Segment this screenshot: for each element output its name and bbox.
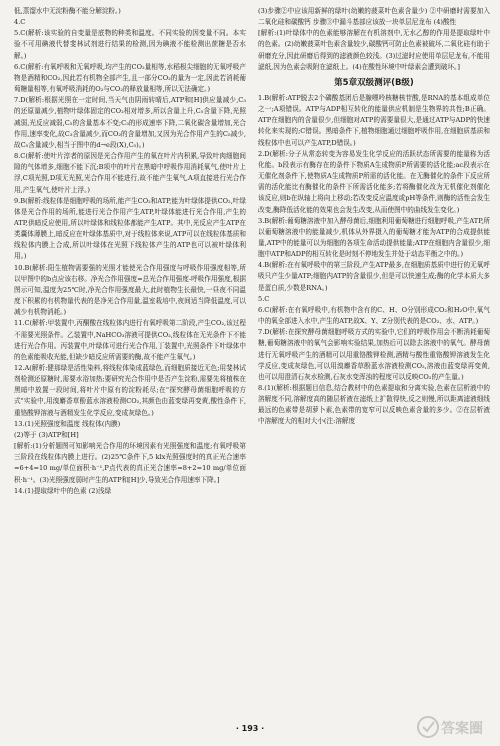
- right-column-bottom-paragraph: 7.D(解析:在探究酵母菌细胞呼吸方式的实验中,它们的呼吸作用会不断消耗葡萄糖,葡萄糖溶液中的氧气会影响实验结果,加热后可以除去溶液中的氧气。酵母菌进行无氧呼吸产生的酒精可以用重铬酸钾检测,酒精与酸性重铬酸钾溶液发生化学反应,变成灰绿色,可以用溴麝香草酚蓝水溶液检测CO₂,溶液由蓝变绿再变黄,也可以用澄清石灰水检测,石灰水变浑浊的程度可以反映CO₂的产生量。): [258, 328, 490, 381]
- right-column-bottom-paragraph: 4.B(解析:在有氧呼吸中的第三阶段,产生ATP最多,在细胞质基质中进行的无氧呼吸只产生少量ATP;细胞内ATP的含量很少,但是可以快速生成;酶的化学本质大多是蛋白质,少数是RNA。): [258, 261, 490, 292]
- left-column-paragraph: 6.C(解析:有氧呼吸和无氧呼吸,均产生的CO₂量相等,水稻根尖细胞的无氧呼吸产物是酒精和CO₂,因此若有机物全部产生,且一部分CO₂的量为一定,因此若消耗葡萄糖量相等,有氧呼吸消耗的O₂与CO₂的释放量相等,所以无法确定。): [14, 62, 246, 94]
- left-column-paragraph: 10.B(解析:阳生植物需要强的光照才能使光合作用强度与呼吸作用强度相等,所以甲图中的b点应该右移。净光合作用强度=总光合作用强度-呼吸作用强度,根据图示可知,温度为25℃时,净光合作用强度最大,此时植物生长最快,一昼夜不同温度下积累的有机物量代表的是净光合作用量,温室栽培中,夜间适当降低温度,可以减少有机物消耗。): [14, 263, 246, 317]
- left-column-paragraph: 13.(1)光照强度和温度 线粒体(内膜): [14, 419, 121, 428]
- left-column-paragraph: 9.B(解析:线粒体是细胞呼吸的场所,能产生CO₂和ATP,能为叶绿体提供CO₂,叶绿体是光合作用的场所,能进行光合作用产生ATP,叶绿体能进行光合作用,产生的ATP,供暗反应使用,所以叶绿体和线粒体都能产生ATP。其中,光反应产生ATP在类囊体薄膜上,暗反应在叶绿体基质中,对于线粒体来说,ATP可以在线粒体基质和线粒体内膜上合成,所以叶绿体在光照下线粒体产生的ATP也可以被叶绿体利用。): [14, 196, 246, 261]
- left-column-paragraph: 5.C(解析:该实验的自变量是底物的种类和温度。不同实验的因变量不同。本实验不可用碘液代替斐林试剂进行结果的检测,因为碘液不能检测出蔗糖是否水解。): [14, 29, 246, 60]
- left-column-paragraph: 12.A(解析:健那绿是活性染料,将线粒体染成蓝绿色,而细胞质接近无色;用斐林试剂检测还原糖时,需要水浴加热;要研究光合作用中是否产生淀粉,需要先将植株在黑暗中放置一段时间,将叶片中原有的淀粉耗尽;在"探究酵母菌细胞呼吸的方式"实验中,用溴麝香草酚蓝水溶液检测CO₂,其颜色由蓝变绿再变黄,酸性条件下,重铬酸钾溶液与酒精发生化学反应,变成灰绿色。): [14, 364, 246, 417]
- right-column-top-paragraph: (3)步骤②中应该用新鲜的绿叶(幼嫩的菠菜叶色素含量少) ②中研磨时需要加入二氧化硅和碳酸钙 步骤③中漏斗基部应该放一块单层尼龙布 (4)酸性: [258, 7, 490, 27]
- right-column-bottom-paragraph: 2.D(解析:分子从常态转变为容易发生化学反应的活跃状态所需要的能量称为活化能。b段表示有酶存在的条件下物质A生成物质P所需要的活化能;ac段表示在无催化剂条件下,使物质A生成物质P所需的活化能。在无酶催化的条件下反应所需的活化能比有酶催化的条件下所需活化能多;若将酶催化改为无机催化剂催化该反应,则b在纵轴上将向上移动;若改变反应温度或pH等条件,则酶的活性会发生改变,酶降低活化能的效果也会发生改变,从而使图中的曲线发生变化。): [258, 149, 490, 214]
- left-column-paragraph: 7.D(解析:根据光照在一定时间,当天气由阴雨转晴后,ATP和[H]供应量减少,C₃的还原量减少,植物叶绿体固定的CO₂相对增多,所以含量上升,C₅含量下降,光照减弱,光反应减弱,C₅的含量基本不变;C₃的形成速率下降,二氧化碳含量增加,光合作用,速率变化,故C₃含量减少,而CO₂的含量增加,又因为光合作用产生的C₅减少,故C₅含量减少,相当于图中的d→e段(X),C₅)。): [14, 96, 246, 149]
- right-column-bottom-paragraph: 6.C(解析:在有氧呼吸中,有机物中含有的C、H、O分别形成CO₂和H₂O中,氧气中的氧全部进入水中,产生的ATP,故X、Y、Z分别代表的是CO₂、水、ATP。): [258, 305, 490, 326]
- right-column-bottom-paragraph: 8.(1)(解析:根据题目信息,结合教材中的色素提取和分离实验,色素在层析液中的溶解度不同,溶解度高的随层析液在滤纸上扩散得快,反之则慢,所以距离滤液细线最远的色素带是胡萝卜素,色素带的宽窄可以反映色素含量的多少。②在层析液中溶解度大的相对大小(注:溶解度: [258, 384, 490, 426]
- right-column: [258, 6, 490, 428]
- watermark-text: 答案圈: [441, 721, 483, 737]
- right-column-bottom: [258, 93, 490, 428]
- right-column-bottom-paragraph: 5.C: [258, 294, 270, 303]
- left-column-paragraph: [解析:(1)分析题图可知影响光合作用的环境因素有光照强度和温度;有氧呼吸第三阶段在线粒体内膜上进行。(2)25℃条件下,5 klx光照强度时的真正光合速率=6+4=10 mg/单位面积·h⁻¹,P点代表的真正光合速率=8+2=10 mg/单位面积·h⁻¹。(3)光照强度弱时产生的ATP和[H]少,导致光合作用速率下降。]: [14, 442, 246, 484]
- left-column-paragraph: (2)等于 (3)ATP和[H]: [14, 430, 79, 439]
- right-column-top-paragraph: [解析:(1)叶绿体中的色素能够溶解在有机溶剂中,无水乙醇的作用是提取绿叶中的色素。(2)幼嫩菠菜叶色素含量较少,碳酸钙可防止色素被破坏,二氧化硅有助于研磨充分,因此研磨后得到的滤液颜色较浅。(3)过滤时应使用单层尼龙布,不能用滤纸,因为色素会吸附在滤纸上。(4)在酸性环境中叶绿素会遭到破坏。]: [258, 29, 490, 71]
- left-column-paragraph: 11.C(解析:甲装置中,丙酮酸在线粒体内进行有氧呼吸第二阶段,产生CO₂,该过程不需要光照条件。乙装置中,NaHCO₃溶液可提供CO₂,线粒体在无光条件下不能进行光合作用。丙装置中,叶绿体可进行光合作用,丁装置中,光照条件下叶绿体中的色素能吸收光能,但缺少暗反应所需要的酶,故不能产生氧气。): [14, 319, 246, 361]
- watermark-logo: [416, 712, 494, 742]
- left-column-paragraph: 14.(1)提取绿叶中的色素 (2)浅绿: [14, 486, 112, 495]
- left-column-paragraph: 4.C: [14, 18, 26, 27]
- answer-page: [8, 6, 492, 736]
- right-column-bottom-paragraph: 1.B(解析:ATP脱去2个磷酸基团后是腺嘌呤核糖核苷酸,是RNA的基本组成单位之一;A项错误。ATP与ADP相互转化的能量供应机制是生物界的共性;B正确。ATP在细胞内的含量很少,但细胞对ATP的需要量很大,是通过ATP与ADP的快速转化来实现的;C错误。黑暗条件下,植物细胞通过细胞呼吸作用,在细胞质基质和线粒体中也可以产生ATP,D错误。): [258, 93, 490, 147]
- left-column-paragraph: 8.C(解析:使叶片淳者的原因是光合作用产生的氧在叶片内积累,导致叶肉细胞间隙的气体增多,细胞不能下沉;B项中的叶片在黑暗中呼吸作用消耗氧气,使叶片上浮,C项光照,D项无光照,光合作用不能进行,故不能产生氧气,A项直接进行光合作用,产生氧气,使叶片上浮。): [14, 152, 246, 194]
- left-column-paragraph: 低,蒸馏水中无淀粉酶不能分解淀粉。): [14, 7, 121, 15]
- section-title: 第5章双级测评(B级): [334, 77, 414, 88]
- left-column: [14, 6, 246, 497]
- page-number: · 193 ·: [235, 724, 265, 733]
- right-column-top: [258, 6, 490, 73]
- right-column-bottom-paragraph: 3.B(解析:葡萄糖溶液中加入酵母菌后,细胞利用葡萄糖进行细胞呼吸,产生ATP,所以葡萄糖溶液中的能量减少,机体从外界摄入的葡萄糖才能为ATP的合成提供能量,ATP中的能量可以为细胞的各项生命活动提供能量;ATP在细胞内含量很少,细胞中ATP和ADP的相互转化是时刻不停地发生并处于动态平衡之中的。): [258, 216, 490, 259]
